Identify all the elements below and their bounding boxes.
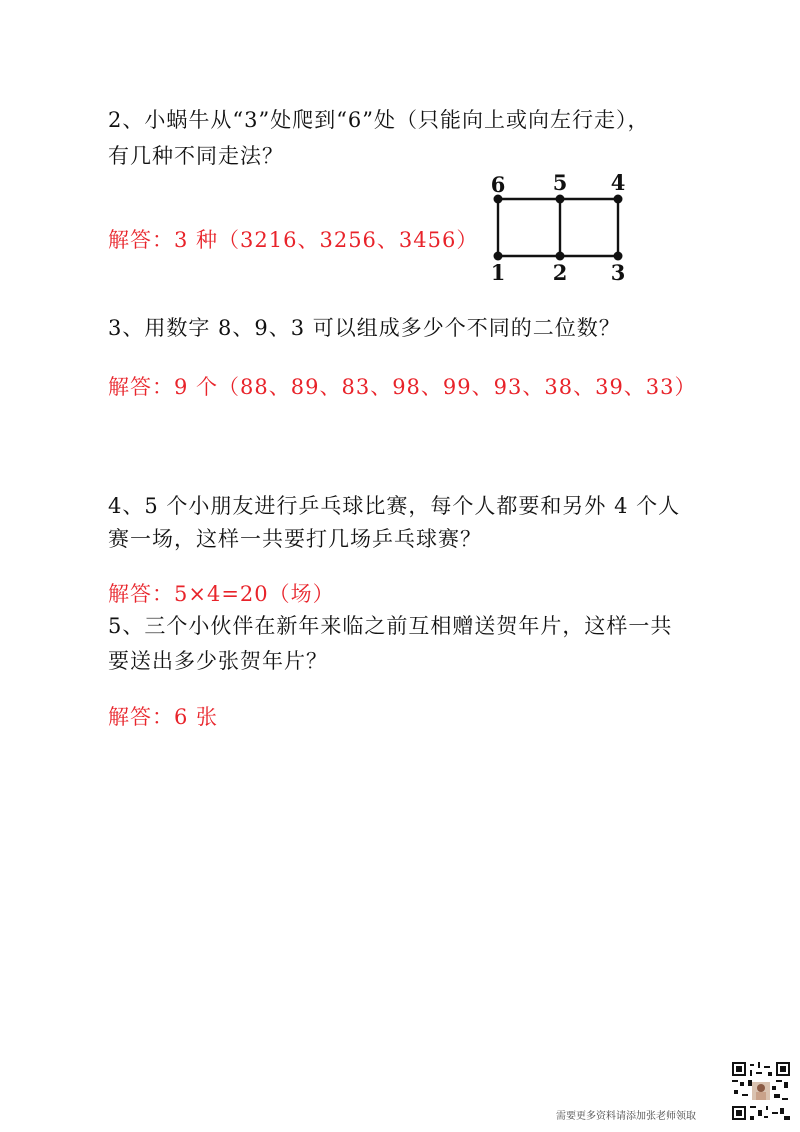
answer-3: 解答：9 个（88、89、83、98、99、93、38、39、33）	[108, 375, 697, 399]
answer-2: 解答：3 种（3216、3256、3456）	[108, 228, 479, 252]
label-3: 3	[610, 260, 626, 285]
node-4	[614, 195, 623, 204]
label-6: 6	[490, 172, 506, 197]
label-2: 2	[552, 260, 568, 285]
qr-code-icon	[732, 1062, 790, 1120]
question-4-line-1: 4、5 个小朋友进行乒乓球比赛，每个人都要和另外 4 个人	[108, 494, 681, 518]
footer-note: 需要更多资料请添加张老师领取	[556, 1111, 696, 1122]
question-4-line-2: 赛一场，这样一共要打几场乒乓球赛？	[108, 527, 482, 551]
label-1: 1	[490, 260, 506, 285]
question-5-line-2: 要送出多少张贺年片？	[108, 649, 328, 673]
question-3-line-1: 3、用数字 8、9、3 可以组成多少个不同的二位数？	[108, 316, 621, 340]
label-4: 4	[610, 170, 626, 195]
path-grid-diagram	[482, 168, 632, 288]
question-2-line-2: 有几种不同走法？	[108, 144, 284, 168]
label-5: 5	[552, 170, 568, 195]
answer-5: 解答：6 张	[108, 705, 219, 729]
question-2-line-1: 2、小蜗牛从“3”处爬到“6”处（只能向上或向左行走），	[108, 108, 650, 132]
answer-4: 解答：5×4=20（场）	[108, 582, 335, 606]
node-5	[556, 195, 565, 204]
question-5-line-1: 5、三个小伙伴在新年来临之前互相赠送贺年片，这样一共	[108, 614, 673, 638]
